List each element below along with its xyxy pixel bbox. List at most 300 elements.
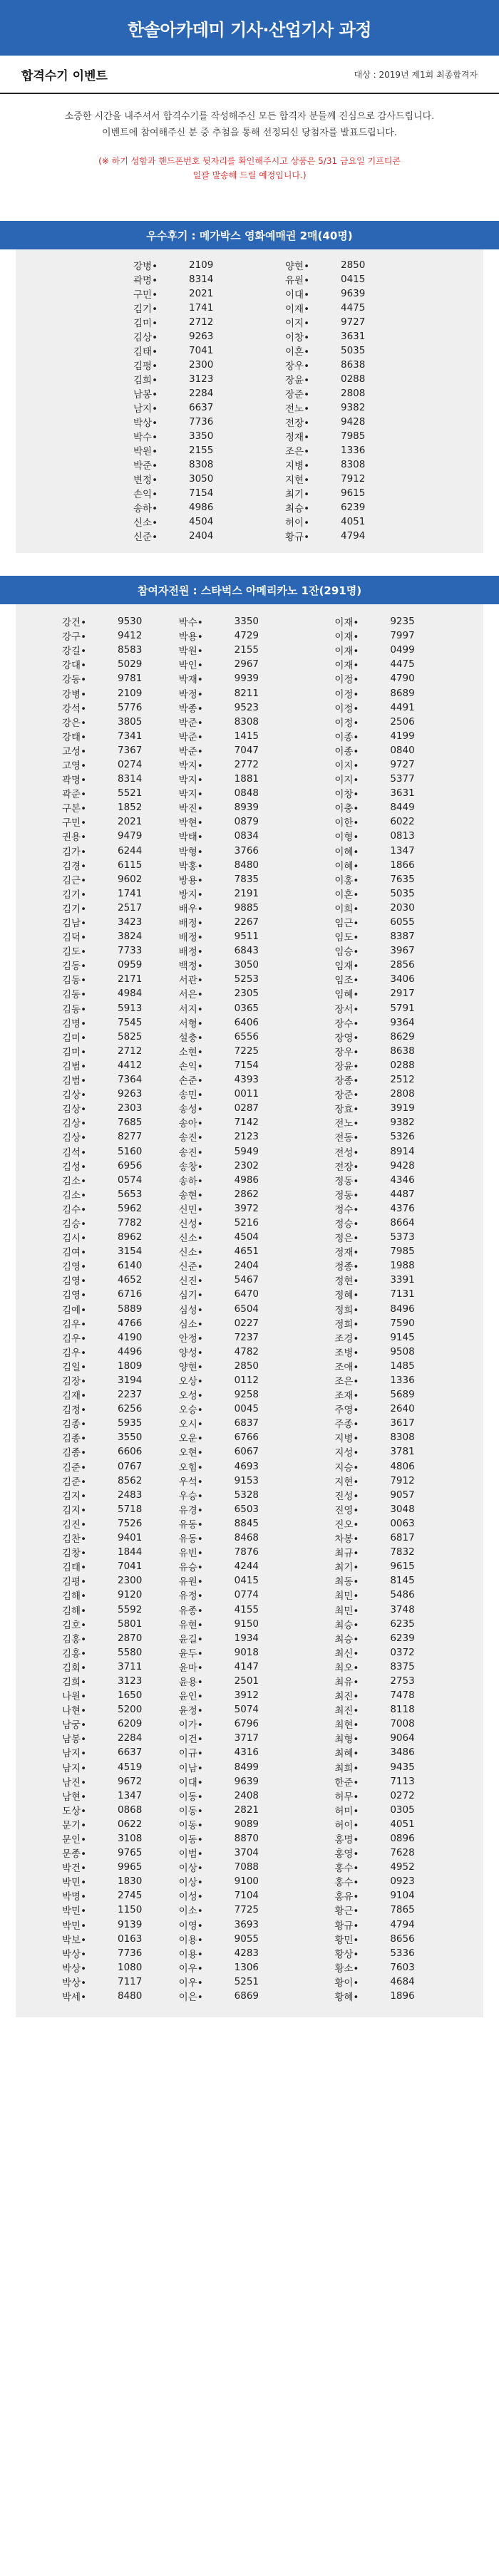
winner-row <box>179 1001 328 1015</box>
phone-last-digits: 4794 <box>341 530 366 542</box>
winner-row <box>334 1316 483 1330</box>
phone-last-digits: 5216 <box>234 1216 259 1228</box>
intro-line: 이벤트에 참여해주신 분 중 추첨을 통해 선정되신 당첨자를 발표드립니다. <box>102 128 397 138</box>
phone-last-digits: 9939 <box>234 673 259 685</box>
winner-row <box>334 700 483 715</box>
winner-row <box>62 1144 172 1158</box>
winner-row <box>334 1846 483 1860</box>
winner-name: 정은• <box>334 1233 359 1245</box>
winner-name: 김상• <box>133 332 158 343</box>
winner-name: 남지• <box>133 403 158 415</box>
phone-last-digits: 3123 <box>189 373 214 385</box>
phone-last-digits: 3704 <box>234 1847 259 1859</box>
winner-name: 강구• <box>62 631 87 643</box>
winner-name: 김호• <box>62 1619 87 1631</box>
winner-name: 김홍• <box>62 1633 87 1645</box>
phone-last-digits: 2300 <box>118 1575 143 1587</box>
winner-name: 홍수• <box>334 1877 359 1889</box>
phone-last-digits: 9511 <box>234 931 259 943</box>
winner-row <box>133 358 250 372</box>
phone-last-digits: 6115 <box>118 859 143 871</box>
phone-last-digits: 9530 <box>118 616 143 628</box>
winner-name: 강병• <box>133 261 158 272</box>
winner-row <box>334 1459 483 1474</box>
winner-row <box>62 1316 172 1330</box>
phone-last-digits: 7733 <box>118 945 143 957</box>
winner-name: 구민• <box>62 817 87 829</box>
winner-row <box>179 1273 328 1287</box>
winner-row <box>179 643 328 657</box>
winner-name: 서지• <box>178 1003 203 1015</box>
winner-row <box>179 1359 328 1373</box>
phone-last-digits: 7725 <box>234 1904 259 1916</box>
winner-row <box>62 1087 172 1101</box>
winner-row <box>334 1803 483 1817</box>
phone-last-digits: 9018 <box>234 1646 259 1658</box>
winner-row <box>179 1230 328 1244</box>
winner-name: 최승• <box>334 1633 359 1645</box>
winner-row <box>334 1989 483 2003</box>
winner-name: 이희• <box>334 903 359 915</box>
winner-row <box>179 829 328 843</box>
phone-last-digits: 7113 <box>390 1775 415 1787</box>
winner-row <box>62 1602 172 1616</box>
winner-row <box>179 844 328 858</box>
winner-name: 김해• <box>62 1590 87 1603</box>
winner-name: 박민• <box>62 1877 87 1889</box>
phone-last-digits: 2501 <box>234 1675 259 1687</box>
winner-name: 서은• <box>178 989 203 1001</box>
winner-name: 강병• <box>62 688 87 700</box>
winner-name: 소현• <box>178 1046 203 1058</box>
phone-last-digits: 7832 <box>390 1546 415 1558</box>
phone-last-digits: 2284 <box>189 388 214 399</box>
phone-last-digits: 5689 <box>390 1389 415 1401</box>
phone-last-digits: 3693 <box>234 1918 259 1930</box>
winner-name: 김태• <box>62 1562 87 1574</box>
phone-last-digits: 5962 <box>118 1202 143 1214</box>
phone-last-digits: 9263 <box>189 331 214 342</box>
winner-name: 이남• <box>178 1762 203 1774</box>
phone-last-digits: 0879 <box>234 816 259 828</box>
winner-row <box>133 443 250 457</box>
phone-last-digits: 8387 <box>390 931 415 943</box>
winner-row <box>62 872 172 886</box>
winner-row <box>334 1187 483 1201</box>
phone-last-digits: 9364 <box>390 1016 415 1028</box>
winner-row <box>62 1803 172 1817</box>
phone-last-digits: 4475 <box>341 302 366 314</box>
winner-name: 남지• <box>62 1762 87 1774</box>
winner-row <box>179 901 328 915</box>
winner-row <box>334 1688 483 1702</box>
winner-row <box>62 1946 172 1960</box>
winner-row <box>285 258 483 272</box>
winner-name: 박보• <box>62 1934 87 1946</box>
phone-last-digits: 3350 <box>234 616 259 628</box>
winner-row <box>62 1774 172 1789</box>
winner-row <box>334 1488 483 1502</box>
winner-row <box>62 1044 172 1058</box>
winner-name: 김상• <box>62 1090 87 1102</box>
winner-name: 박태• <box>178 832 203 844</box>
winner-name: 정희• <box>334 1318 359 1330</box>
winner-row <box>334 829 483 843</box>
phone-last-digits: 8375 <box>390 1660 415 1672</box>
phone-last-digits: 1347 <box>390 844 415 857</box>
winner-row <box>334 1774 483 1789</box>
phone-last-digits: 8480 <box>118 1990 143 2002</box>
phone-last-digits: 3617 <box>390 1417 415 1429</box>
winner-row <box>62 1760 172 1774</box>
phone-last-digits: 3391 <box>390 1274 415 1286</box>
winner-row <box>179 1774 328 1789</box>
winner-name: 양현• <box>178 1361 203 1373</box>
phone-last-digits: 4491 <box>390 701 415 713</box>
winner-name: 조병• <box>334 1347 359 1359</box>
winner-name: 장준• <box>285 389 310 400</box>
phone-last-digits: 2267 <box>234 916 259 929</box>
winner-name: 유종• <box>178 1605 203 1617</box>
winner-name: 김예• <box>62 1304 87 1316</box>
winner-row <box>62 1359 172 1373</box>
winner-row <box>179 1444 328 1459</box>
winner-name: 송민• <box>178 1090 203 1102</box>
winner-name: 곽명• <box>133 275 158 286</box>
winner-name: 이규• <box>178 1748 203 1760</box>
phone-last-digits: 5592 <box>118 1603 143 1615</box>
winner-name: 유빈• <box>178 1548 203 1560</box>
phone-last-digits: 8638 <box>390 1045 415 1057</box>
winner-row <box>334 1359 483 1373</box>
winner-row <box>285 472 483 486</box>
winner-name: 정수• <box>334 1204 359 1216</box>
winner-name: 정승• <box>334 1218 359 1230</box>
winner-name: 최기• <box>334 1562 359 1574</box>
phone-last-digits: 2745 <box>118 1890 143 1902</box>
winner-name: 황근• <box>334 1905 359 1918</box>
winner-name: 양성• <box>178 1347 203 1359</box>
phone-last-digits: 9885 <box>234 901 259 914</box>
winner-name: 박지• <box>178 789 203 801</box>
winner-name: 나원• <box>62 1691 87 1703</box>
phone-last-digits: 7237 <box>234 1331 259 1343</box>
phone-last-digits: 8689 <box>390 687 415 699</box>
winner-row <box>62 886 172 901</box>
winner-row <box>179 1717 328 1731</box>
winner-name: 김소• <box>62 1189 87 1201</box>
winner-row <box>285 400 483 415</box>
phone-last-digits: 8118 <box>390 1704 415 1716</box>
winner-name: 황상• <box>334 1948 359 1960</box>
winner-row <box>62 1688 172 1702</box>
winner-row <box>334 1702 483 1717</box>
phone-last-digits: 2404 <box>189 530 214 542</box>
winner-row <box>62 1115 172 1129</box>
winner-row <box>133 429 250 443</box>
winner-row <box>62 1129 172 1144</box>
event-target: 대상 : 2019년 제1회 최종합격자 <box>354 69 478 80</box>
winner-name: 박준• <box>178 717 203 729</box>
winner-row <box>133 329 250 343</box>
phone-last-digits: 3717 <box>234 1732 259 1744</box>
winner-name: 배정• <box>178 932 203 944</box>
phone-last-digits: 6256 <box>118 1403 143 1415</box>
winner-row <box>133 472 250 486</box>
winner-row <box>334 1602 483 1616</box>
winner-name: 도상• <box>62 1805 87 1817</box>
winner-name: 손익• <box>133 489 158 500</box>
winner-name: 박민• <box>62 1905 87 1918</box>
winner-row <box>62 671 172 686</box>
phone-last-digits: 0959 <box>118 959 143 971</box>
phone-last-digits: 7041 <box>189 345 214 356</box>
phone-last-digits: 6843 <box>234 945 259 957</box>
winner-row <box>62 1072 172 1087</box>
winner-row <box>334 743 483 757</box>
phone-last-digits: 1741 <box>118 887 143 899</box>
winner-row <box>334 1932 483 1946</box>
winner-row <box>334 1330 483 1345</box>
winner-name: 장수• <box>334 1018 359 1030</box>
winner-name: 김수• <box>62 1204 87 1216</box>
winner-row <box>334 1960 483 1975</box>
winner-name: 장효• <box>334 1104 359 1116</box>
winner-name: 조재• <box>334 1390 359 1402</box>
phone-last-digits: 0622 <box>118 1818 143 1830</box>
winner-row <box>179 1960 328 1975</box>
phone-last-digits: 3486 <box>390 1747 415 1759</box>
winner-row <box>62 915 172 929</box>
phone-last-digits: 0499 <box>390 644 415 656</box>
phone-last-digits: 7364 <box>118 1074 143 1086</box>
winner-row <box>133 529 250 543</box>
phone-last-digits: 7603 <box>390 1961 415 1973</box>
winner-row <box>133 258 250 272</box>
winner-name: 배우• <box>178 903 203 915</box>
phone-last-digits: 6406 <box>234 1016 259 1028</box>
winner-row <box>179 1702 328 1717</box>
winner-row <box>62 1903 172 1917</box>
winner-name: 박준• <box>178 731 203 743</box>
winner-name: 허이• <box>334 1819 359 1831</box>
winner-row <box>62 1488 172 1502</box>
winner-name: 유정• <box>178 1590 203 1603</box>
winner-row <box>133 514 250 529</box>
winner-name: 최신• <box>334 1647 359 1660</box>
winner-name: 전동• <box>334 1132 359 1144</box>
winner-name: 오현• <box>178 1447 203 1459</box>
phone-last-digits: 7478 <box>390 1690 415 1702</box>
phone-last-digits: 7736 <box>189 416 214 428</box>
winner-row <box>179 1173 328 1187</box>
phone-last-digits: 0272 <box>390 1789 415 1801</box>
phone-last-digits: 6796 <box>234 1718 259 1730</box>
winner-row <box>334 1588 483 1602</box>
phone-last-digits: 6503 <box>234 1503 259 1515</box>
winner-name: 김동• <box>62 1003 87 1015</box>
winner-row <box>62 1187 172 1201</box>
winner-name: 장종• <box>334 1075 359 1087</box>
phone-last-digits: 3350 <box>189 430 214 442</box>
winner-name: 박지• <box>178 775 203 787</box>
winner-name: 배정• <box>178 946 203 958</box>
winner-row <box>334 629 483 643</box>
winner-row <box>285 301 483 315</box>
winner-name: 김홍• <box>62 1647 87 1660</box>
phone-last-digits: 3423 <box>118 916 143 929</box>
phone-last-digits: 7154 <box>189 487 214 499</box>
winner-name: 신진• <box>178 1276 203 1288</box>
winner-name: 이한• <box>334 817 359 829</box>
winner-name: 김미• <box>62 1046 87 1058</box>
winner-row <box>285 486 483 500</box>
winner-row <box>179 614 328 629</box>
winner-row <box>334 1230 483 1244</box>
phone-last-digits: 5776 <box>118 701 143 713</box>
winner-name: 우승• <box>178 1490 203 1502</box>
winner-name: 문종• <box>62 1848 87 1861</box>
phone-last-digits: 1650 <box>118 1690 143 1702</box>
winner-row <box>334 1373 483 1387</box>
winner-row <box>133 415 250 429</box>
winner-row <box>62 786 172 800</box>
phone-last-digits: 1866 <box>390 859 415 871</box>
winner-row <box>334 614 483 629</box>
winner-row <box>179 1087 328 1101</box>
phone-last-digits: 2109 <box>189 259 214 271</box>
winner-name: 최민• <box>334 1605 359 1617</box>
winner-name: 이정• <box>334 717 359 729</box>
winner-name: 윤마• <box>178 1662 203 1674</box>
phone-last-digits: 9727 <box>341 316 366 328</box>
winner-row <box>179 1373 328 1387</box>
phone-last-digits: 4790 <box>390 673 415 685</box>
winner-row <box>62 1874 172 1888</box>
winner-name: 허무• <box>334 1791 359 1803</box>
phone-last-digits: 2506 <box>390 715 415 728</box>
winner-row <box>62 1989 172 2003</box>
phone-last-digits: 2712 <box>189 316 214 328</box>
winner-name: 이가• <box>178 1719 203 1732</box>
winner-row <box>334 1516 483 1531</box>
phone-last-digits: 0287 <box>234 1102 259 1114</box>
winner-row <box>62 657 172 671</box>
winner-name: 백정• <box>178 961 203 973</box>
winner-row <box>62 1731 172 1745</box>
phone-last-digits: 4412 <box>118 1059 143 1071</box>
participants-column <box>16 614 172 2003</box>
winner-name: 이동• <box>178 1791 203 1803</box>
winner-name: 남진• <box>62 1776 87 1789</box>
winner-name: 이종• <box>334 731 359 743</box>
winners-panel <box>16 249 483 553</box>
winner-row <box>285 358 483 372</box>
winner-name: 조경• <box>334 1333 359 1345</box>
intro-line: 소중한 시간을 내주셔서 합격수기를 작성해주신 모든 합격자 분들께 진심으로 감사드립니다. <box>64 111 435 122</box>
winner-row <box>334 1173 483 1187</box>
winner-row <box>334 643 483 657</box>
winner-name: 김석• <box>62 1147 87 1159</box>
phone-last-digits: 3406 <box>390 973 415 986</box>
winner-row <box>62 1001 172 1015</box>
winner-row <box>62 629 172 643</box>
winner-name: 전성• <box>334 1147 359 1159</box>
phone-last-digits: 0063 <box>390 1517 415 1529</box>
winner-name: 이지• <box>334 760 359 772</box>
winner-row <box>62 901 172 915</box>
winner-name: 문기• <box>62 1819 87 1831</box>
phone-last-digits: 8562 <box>118 1474 143 1486</box>
phone-last-digits: 0415 <box>234 1575 259 1587</box>
winner-name: 방용• <box>178 874 203 886</box>
notice-line: (※ 하기 성함과 핸드폰번호 뒷자리를 확인해주시고 상품은 5/31 금요일 기프티콘 <box>98 156 401 166</box>
winner-row <box>179 1015 328 1030</box>
winner-name: 김덕• <box>62 932 87 944</box>
winner-row <box>179 786 328 800</box>
winner-name: 전노• <box>334 1118 359 1130</box>
winner-row <box>179 1946 328 1960</box>
phone-last-digits: 8449 <box>390 802 415 814</box>
winner-name: 김여• <box>62 1247 87 1259</box>
winner-name: 이동• <box>178 1819 203 1831</box>
winner-row <box>179 1244 328 1258</box>
winner-row <box>334 1860 483 1874</box>
winner-row <box>285 315 483 329</box>
winner-name: 나현• <box>62 1705 87 1717</box>
phone-last-digits: 2109 <box>118 687 143 699</box>
phone-last-digits: 0288 <box>390 1059 415 1071</box>
winner-name: 남봉• <box>133 389 158 400</box>
winner-name: 주영• <box>334 1405 359 1417</box>
winner-name: 박준• <box>133 460 158 472</box>
winner-name: 김기• <box>133 304 158 315</box>
winner-name: 황이• <box>334 1977 359 1989</box>
phone-last-digits: 0813 <box>390 830 415 842</box>
winner-row <box>334 1159 483 1173</box>
phone-last-digits: 9672 <box>118 1775 143 1787</box>
phone-last-digits: 4475 <box>390 658 415 671</box>
phone-last-digits: 6817 <box>390 1532 415 1544</box>
winner-name: 임승• <box>334 946 359 958</box>
phone-last-digits: 8277 <box>118 1131 143 1143</box>
winner-name: 심기• <box>178 1290 203 1302</box>
winner-row <box>62 972 172 986</box>
winner-name: 박인• <box>178 660 203 672</box>
winner-row <box>133 343 250 358</box>
winner-row <box>179 872 328 886</box>
phone-last-digits: 3154 <box>118 1246 143 1258</box>
phone-last-digits: 7590 <box>390 1317 415 1329</box>
phone-last-digits: 4794 <box>390 1918 415 1930</box>
winner-row <box>179 1430 328 1444</box>
winner-row <box>334 1044 483 1058</box>
phone-last-digits: 8480 <box>234 859 259 871</box>
phone-last-digits: 7985 <box>390 1246 415 1258</box>
phone-last-digits: 7117 <box>118 1975 143 1987</box>
phone-last-digits: 6239 <box>341 502 366 513</box>
phone-last-digits: 7985 <box>341 430 366 442</box>
winner-name: 홍유• <box>334 1891 359 1903</box>
winner-row <box>179 772 328 786</box>
phone-last-digits: 7154 <box>234 1059 259 1071</box>
winner-name: 임조• <box>334 975 359 987</box>
winner-name: 김범• <box>62 1075 87 1087</box>
winner-name: 강건• <box>62 617 87 629</box>
winner-row <box>334 1760 483 1774</box>
winner-row <box>62 1287 172 1301</box>
notice-text <box>0 154 499 182</box>
